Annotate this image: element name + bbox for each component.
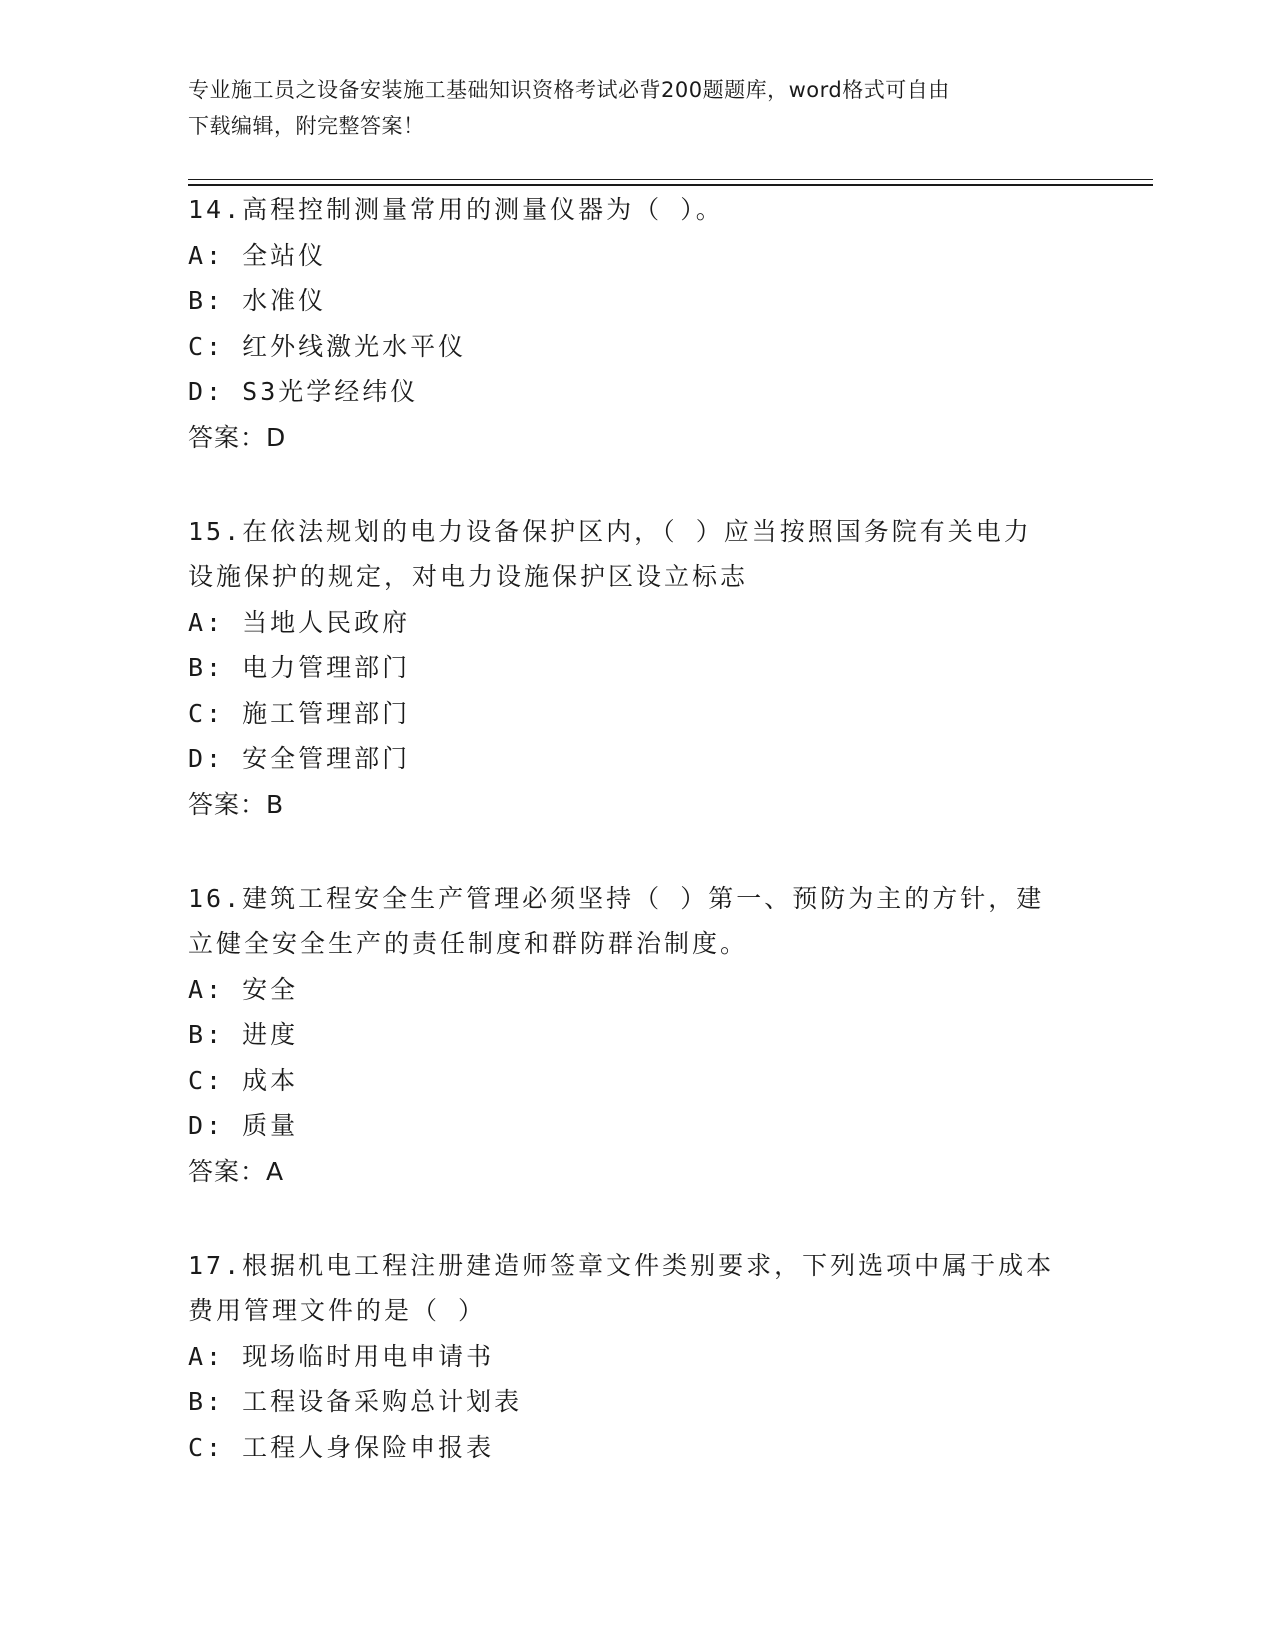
option-a: A: 现场临时用电申请书	[188, 1341, 495, 1371]
header-line-2: 下载编辑，附完整答案！	[188, 114, 425, 138]
option-b: B: 进度	[188, 1020, 299, 1049]
question-17	[188, 1243, 1088, 1471]
question-15	[188, 509, 1088, 828]
option-c: C: 施工管理部门	[188, 698, 411, 728]
option-b: B: 电力管理部门	[188, 653, 411, 682]
header-divider-thin	[188, 179, 1153, 180]
option-c: C: 成本	[188, 1065, 299, 1095]
option-c: C: 红外线激光水平仪	[188, 331, 467, 361]
question-stem: 14.高程控制测量常用的测量仪器为（ ）。	[188, 195, 724, 224]
option-c: C: 工程人身保险申报表	[188, 1432, 495, 1462]
question-stem-continued: 费用管理文件的是（ ）	[188, 1296, 487, 1325]
option-a: A: 安全	[188, 974, 299, 1004]
option-d: D: 质量	[188, 1111, 299, 1140]
question-16	[188, 876, 1088, 1195]
option-b: B: 水准仪	[188, 286, 327, 315]
option-a: A: 全站仪	[188, 240, 327, 270]
option-a: A: 当地人民政府	[188, 607, 411, 637]
option-d: D: 安全管理部门	[188, 744, 411, 773]
question-list	[188, 187, 1088, 1470]
answer: 答案：A	[188, 1156, 285, 1186]
option-b: B: 工程设备采购总计划表	[188, 1387, 523, 1416]
question-14	[188, 187, 1088, 460]
document-header	[188, 72, 1088, 144]
question-stem-continued: 立健全安全生产的责任制度和群防群治制度。	[188, 929, 749, 958]
answer: 答案：D	[188, 422, 287, 452]
question-stem-continued: 设施保护的规定，对电力设施保护区设立标志	[188, 562, 749, 591]
header-line-1: 专业施工员之设备安装施工基础知识资格考试必背200题题库，word格式可自由	[188, 78, 950, 102]
option-d: D: S3光学经纬仪	[188, 377, 419, 406]
answer: 答案：B	[188, 789, 285, 819]
question-stem: 17.根据机电工程注册建造师签章文件类别要求，下列选项中属于成本	[188, 1250, 1055, 1280]
question-stem: 16.建筑工程安全生产管理必须坚持（ ）第一、预防为主的方针，建	[188, 883, 1045, 913]
header-divider-thick	[188, 184, 1153, 186]
question-stem: 15.在依法规划的电力设备保护区内，（ ）应当按照国务院有关电力	[188, 516, 1032, 546]
